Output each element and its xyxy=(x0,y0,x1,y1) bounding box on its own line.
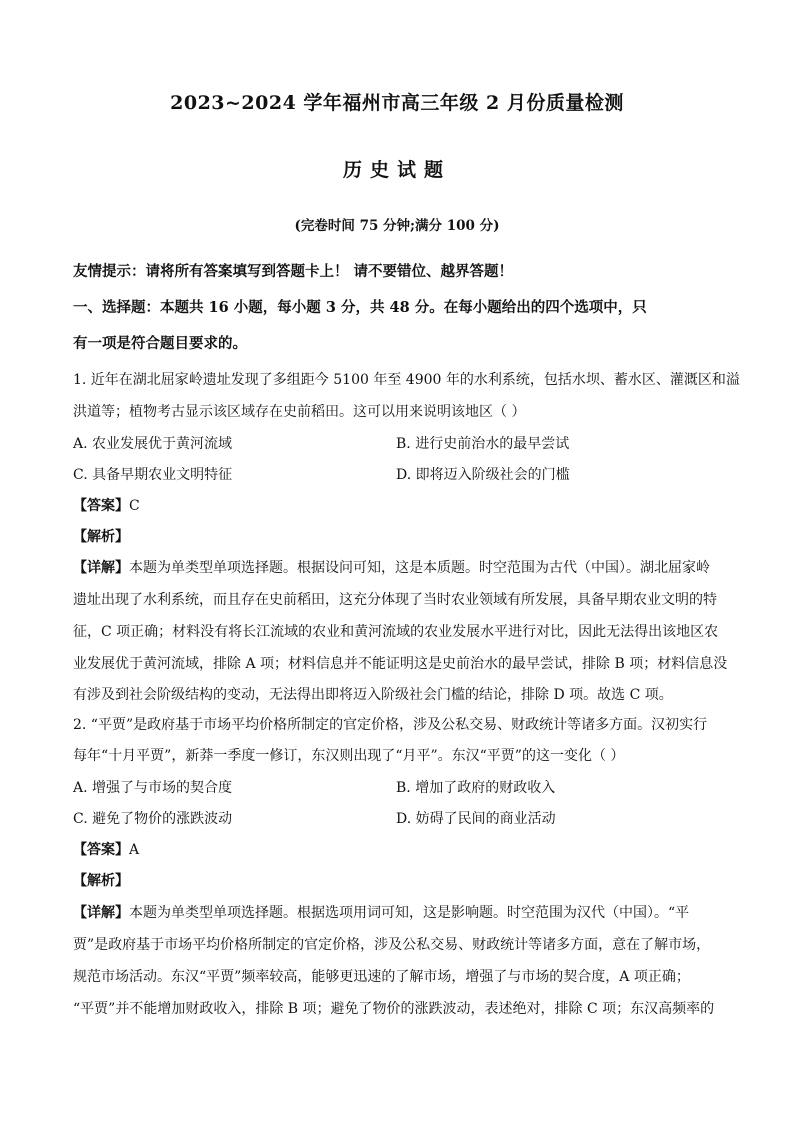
q1-analysis-label: 【解析】 xyxy=(73,529,129,545)
q1-answer-value: C xyxy=(129,498,140,514)
q2-option-d: D. 妨碍了民间的商业活动 xyxy=(396,811,556,827)
q2-detail-line-3: 规范市场活动。东汉“平贾”频率较高，能够更迅速的了解市场，增强了与市场的契合度，A 项正确； xyxy=(73,969,690,985)
q2-analysis-tag xyxy=(73,871,733,891)
q1-detail-line-1 xyxy=(73,558,733,578)
section-instructions-line-2: 有一项是符合题目要求的。 xyxy=(73,335,247,352)
q2-option-a: A. 增强了与市场的契合度 xyxy=(73,780,233,796)
q1-stem-line-2: 洪道等；植物考古显示该区域存在史前稻田。这可以用来说明该地区（ ） xyxy=(73,404,526,420)
q1-stem-line-1: 1. 近年在湖北屈家岭遗址发现了多组距今 5100 年至 4900 年的水利系统，包括水坝、蓄水区、灌溉区和溢 xyxy=(73,372,740,388)
q2-answer-value: A xyxy=(129,842,140,858)
section-instructions-line-1: 一、选择题：本题共 16 小题，每小题 3 分，共 48 分。在每小题给出的四个选项中，只 xyxy=(73,299,647,316)
q1-detail-tag: 【详解】 xyxy=(73,560,129,576)
exam-time-info: (完卷时间 75 分钟;满分 100 分) xyxy=(294,218,500,234)
q1-detail-line-5: 有涉及到社会阶级结构的变动，无法得出即将迈入阶级社会门槛的结论，排除 D 项。故选 C 项。 xyxy=(73,687,673,703)
q1-option-d: D. 即将迈入阶级社会的门槛 xyxy=(396,467,570,483)
q2-answer xyxy=(73,840,733,860)
q1-detail-line-2: 遗址出现了水利系统，而且存在史前稻田，这充分体现了当时农业领域有所发展，具备早期农业文明的特 xyxy=(73,592,717,608)
q2-detail-line-4: “平贾”并不能增加财政收入，排除 B 项；避免了物价的涨跌波动，表述绝对，排除 C 项；东汉高频率的 xyxy=(73,1001,715,1017)
q1-option-b: B. 进行史前治水的最早尝试 xyxy=(396,436,570,452)
q2-stem-line-1: 2. “平贾”是政府基于市场平均价格所制定的官定价格，涉及公私交易、财政统计等诸多方面。汉初实行 xyxy=(73,717,708,733)
q2-detail-tag: 【详解】 xyxy=(73,905,129,921)
exam-title: 2023~2024 学年福州市高三年级 2 月份质量检测 xyxy=(170,92,624,114)
q2-option-c: C. 避免了物价的涨跌波动 xyxy=(73,811,233,827)
q1-analysis-tag xyxy=(73,527,733,547)
q2-analysis-label: 【解析】 xyxy=(73,873,129,889)
q2-option-b: B. 增加了政府的财政收入 xyxy=(396,780,556,796)
q1-answer-tag: 【答案】 xyxy=(73,498,129,514)
q1-option-a: A. 农业发展优于黄河流域 xyxy=(73,436,233,452)
q1-option-c: C. 具备早期农业文明特征 xyxy=(73,467,233,483)
q2-answer-tag: 【答案】 xyxy=(73,842,129,858)
q1-detail-line-3: 征，C 项正确；材料没有将长江流域的农业和黄河流域的农业发展水平进行对比，因此无法得出该地区农 xyxy=(73,624,719,640)
q1-detail-line-4: 业发展优于黄河流域，排除 A 项；材料信息并不能证明这是史前治水的最早尝试，排除 B 项；材料信息没 xyxy=(73,656,728,672)
exam-subject: 历史试题 xyxy=(342,159,451,181)
q2-detail-text-1: 本题为单类型单项选择题。根据选项用词可知，这是影响题。时空范围为汉代（中国）。“平 xyxy=(129,905,690,921)
q2-detail-line-1 xyxy=(73,903,733,923)
q1-detail-text-1: 本题为单类型单项选择题。根据设问可知，这是本质题。时空范围为古代（中国）。湖北屈家岭 xyxy=(129,560,710,576)
notice: 友情提示：请将所有答案填写到答题卡上！ 请不要错位、越界答题！ xyxy=(73,263,514,280)
q2-detail-line-2: 贾”是政府基于市场平均价格所制定的官定价格，涉及公私交易、财政统计等诸多方面，意在了解市场， xyxy=(73,937,711,953)
q2-stem-line-2: 每年“十月平贾”，新莽一季度一修订，东汉则出现了“月平”。东汉“平贾”的这一变化（ ） xyxy=(73,748,625,764)
q1-answer xyxy=(73,496,733,516)
